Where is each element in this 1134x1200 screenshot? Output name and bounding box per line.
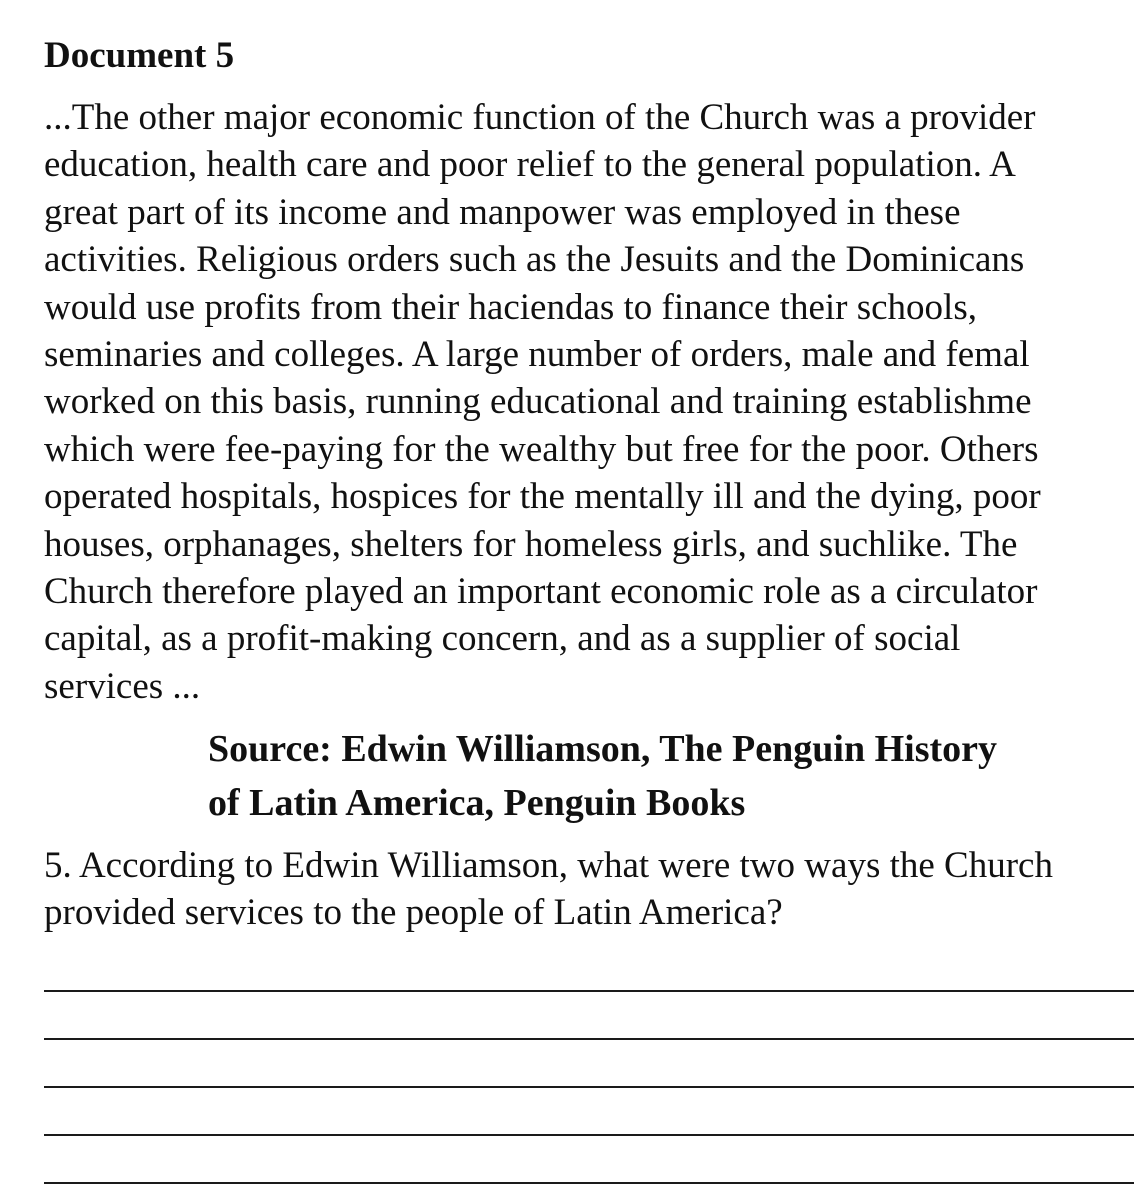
answer-line-3[interactable]	[44, 1086, 1134, 1088]
passage-line: activities. Religious orders such as the Jesuits and the Dominicans	[44, 239, 1025, 281]
answer-line-4[interactable]	[44, 1134, 1134, 1136]
citation-line: Source: Edwin Williamson, The Penguin History	[208, 728, 998, 770]
passage-line: which were fee-paying for the wealthy but free for the poor. Others	[44, 428, 1039, 470]
citation-line: of Latin America, Penguin Books	[208, 782, 746, 824]
passage-line: houses, orphanages, shelters for homeless girls, and suchlike. The	[44, 523, 1018, 565]
passage-line: Church therefore played an important economic role as a circulator	[44, 571, 1038, 613]
passage-line: would use profits from their haciendas to finance their schools,	[44, 286, 977, 328]
question-line: 5. According to Edwin Williamson, what were two ways the Church	[44, 845, 1053, 886]
passage-line: ...The other major economic function of the Church was a provider	[44, 97, 1036, 138]
source-passage	[44, 94, 1134, 710]
passage-line: worked on this basis, running educational and training establishme	[44, 381, 1032, 423]
question-prompt	[44, 842, 1134, 936]
passage-line: great part of its income and manpower was employed in these	[44, 191, 961, 233]
document-title: Document 5	[44, 35, 235, 76]
source-citation	[208, 722, 1134, 830]
question-line: provided services to the people of Latin America?	[44, 892, 783, 933]
answer-line-5[interactable]	[44, 1182, 1134, 1184]
passage-line: operated hospitals, hospices for the mentally ill and the dying, poor	[44, 476, 1041, 518]
passage-line: seminaries and colleges. A large number of orders, male and femal	[44, 334, 1030, 376]
passage-line: capital, as a profit-making concern, and as a supplier of social	[44, 618, 961, 660]
answer-line-2[interactable]	[44, 1038, 1134, 1040]
passage-line: services ...	[44, 665, 201, 707]
answer-line-1[interactable]	[44, 990, 1134, 992]
passage-line: education, health care and poor relief to the general population. A	[44, 144, 1016, 186]
